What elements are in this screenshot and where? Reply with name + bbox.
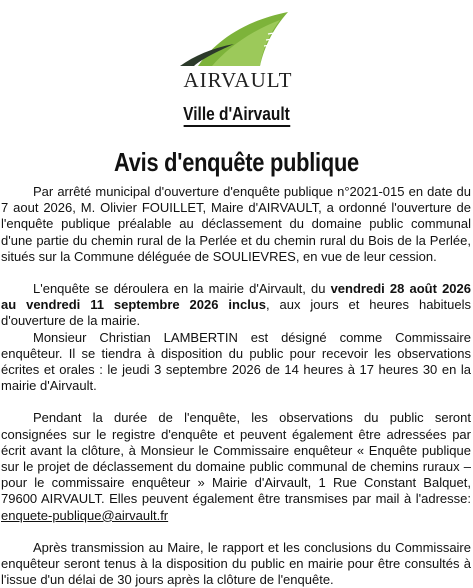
page-title: Avis d'enquête publique (114, 147, 359, 177)
email-link[interactable]: enquete-publique@airvault.fr (1, 507, 169, 523)
paragraph-report: Après transmission au Maire, le rapport et les conclusions du Commissaire enquêteur seront tenus à la disposition du public en mairie pour être consultés à l'issue d'un délai de 30 jours après la clôture de l'enquête. (1, 539, 471, 588)
observations-text: Pendant la durée de l'enquête, les observations du public seront consignées sur le registre d'enquête et peuvent également être adressées par écrit avant la clôture, à Monsieur le Commissaire enquêteur « Enquête publique sur le projet de déclassement du domaine public communal de chemins ruraux – pour le commissaire enquêteur » Mairie d'Airvault, 1 Rue Constant Balquet, 79600 AIRVAULT. Elles peuvent également être transmises par mail à l'adresse: (1, 410, 471, 507)
paragraph-decree: Par arrêté municipal d'ouverture d'enquête publique n°2021-015 en date du 7 aout 2026, M. Olivier FOUILLET, Maire d'AIRVAULT, a ordonné l'ouverture de l'enquête publique préalable au déclassement du domaine public communal d'une partie du chemin rural de la Perlée et du chemin rural du Bois de la Perlée, situés sur la Commune déléguée de SOULIEVRES, en vue de leur cession. (1, 184, 471, 264)
notice-body (1, 184, 471, 588)
dates-outro: , aux jours et heures habituels d'ouverture de la mairie. (1, 297, 472, 329)
paragraph-dates (1, 281, 471, 330)
logo-emblem-icon (168, 8, 308, 70)
airvault-logo (168, 8, 308, 98)
town-title (33, 104, 440, 125)
town-title-text: Ville d'Airvault (183, 104, 290, 127)
paragraph-observations (1, 410, 471, 523)
dates-intro: L'enquête se déroulera en la mairie d'Airvault, du (33, 281, 331, 297)
logo-wordmark: AIRVAULT (183, 68, 293, 92)
dates-bold: vendredi 28 août 2026 au vendredi 11 septembre 2026 inclus (1, 281, 471, 313)
paragraph-commissioner: Monsieur Christian LAMBERTIN est désigné comme Commissaire enquêteur. Il se tiendra à disposition du public pour recevoir les observations écrites et orales : le jeudi 3 septembre 2026 de 14 heures à 17 heures 30 en la mairie d'Airvault. (1, 329, 471, 394)
